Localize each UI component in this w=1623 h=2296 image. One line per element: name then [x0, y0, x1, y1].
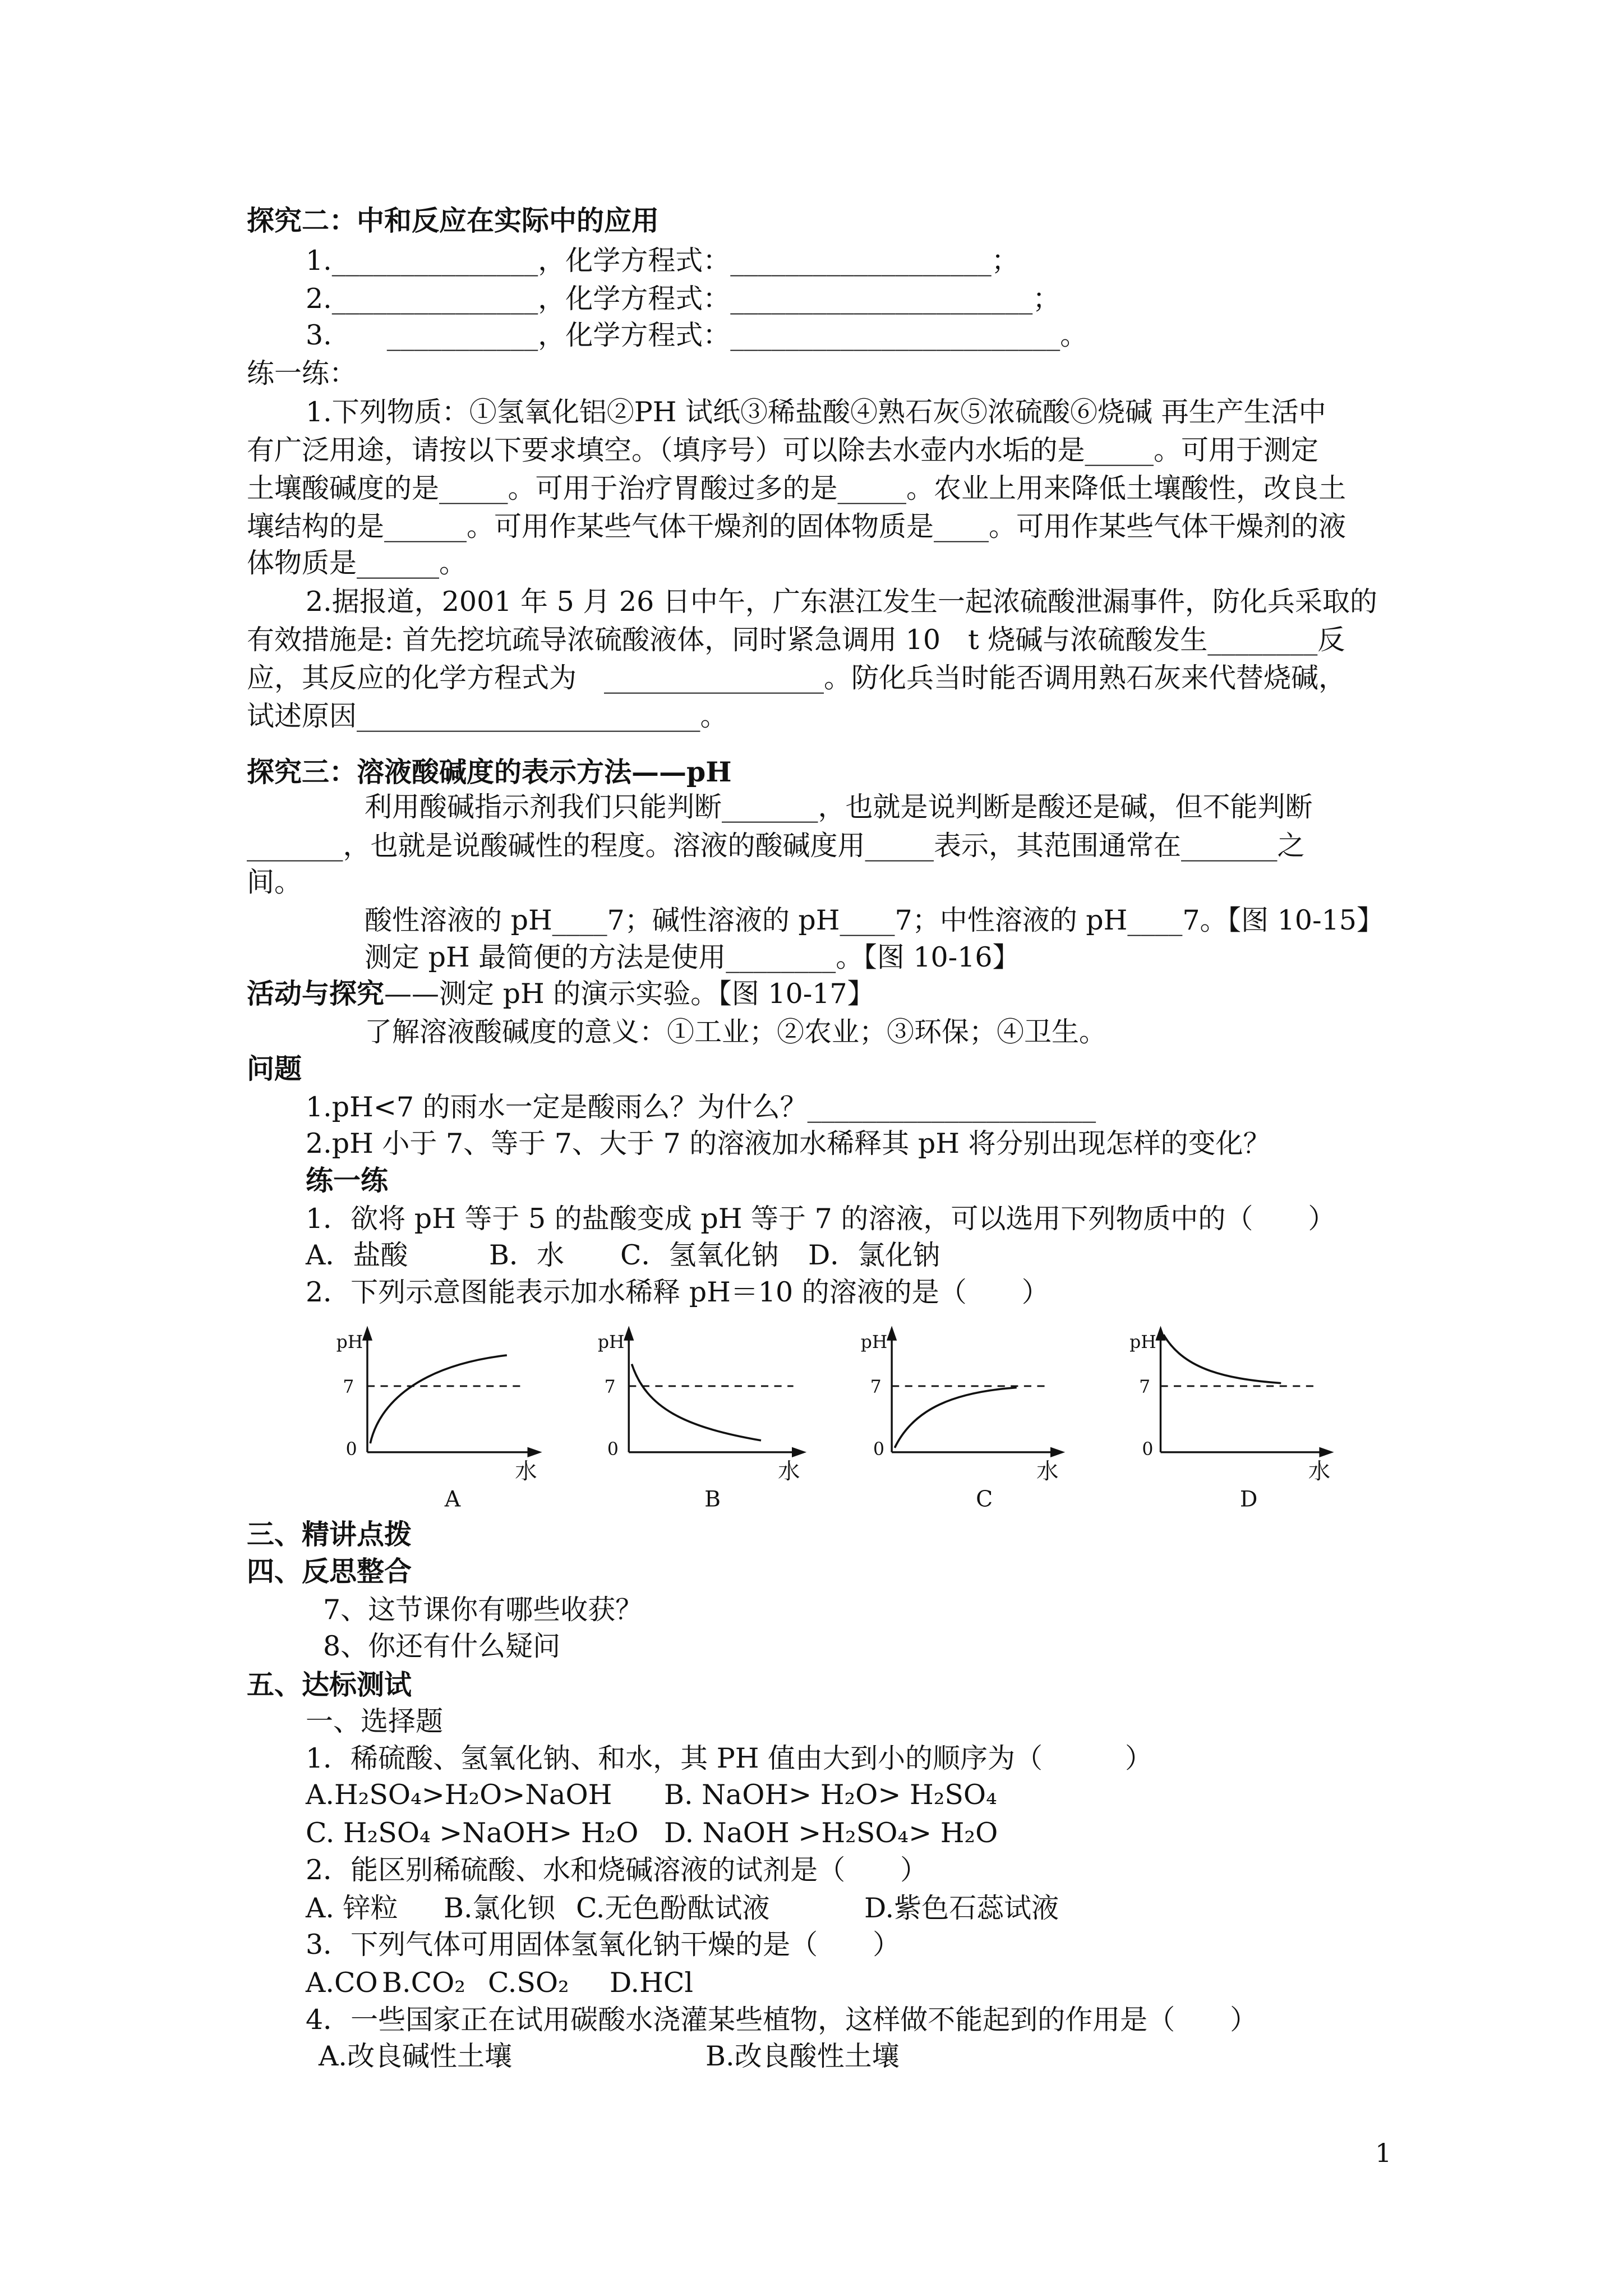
graph-d-y-arrow: [1155, 1326, 1165, 1341]
graph-b-option-label: B: [704, 1487, 721, 1512]
practice2-q2: 2．下列示意图能表示加水稀释 pH＝10 的溶液的是（ ）: [306, 1276, 1049, 1308]
dilution-graphs: [294, 1315, 1352, 1514]
graph-b-y-label: pH: [597, 1332, 625, 1352]
graph-d-option-label: D: [1239, 1487, 1258, 1512]
graph-d-tick-7: 7: [1139, 1377, 1151, 1397]
graph-b-x-label: 水: [778, 1458, 800, 1484]
test-q2-stem: 2．能区别稀硫酸、水和烧碱溶液的试剂是（ ）: [306, 1854, 928, 1886]
test-q3-option-c: C.SO₂: [488, 1967, 569, 1999]
practice-q1-line-3: 土壤酸碱度的是_____。可用于治疗胃酸过多的是_____。农业上用来降低土壤酸性，改良土: [247, 472, 1347, 504]
activity-text: ——测定 pH 的演示实验。【图 10-17】: [384, 978, 875, 1010]
graph-c-y-label: pH: [860, 1332, 888, 1352]
practice2-q1-option-b: B．水: [489, 1239, 565, 1271]
test-q2-option-a: A. 锌粒: [306, 1892, 398, 1924]
practice-q2-line-2: 有效措施是: 首先挖坑疏导浓硫酸液体，同时紧急调用 10 t 烧碱与浓硫酸发生________反: [247, 624, 1345, 656]
practice2-q1-option-c: C．氢氧化钠: [620, 1239, 779, 1271]
question-1: 1.pH<7 的雨水一定是酸雨么？为什么？_____________________: [306, 1091, 1096, 1123]
test-q2-option-d: D.紫色石蕊试液: [864, 1892, 1059, 1924]
graph-d-x-label: 水: [1308, 1458, 1331, 1484]
graph-c: [861, 1326, 1065, 1512]
test-q3-option-d: D.HCl: [610, 1967, 694, 1999]
test-q3-stem: 3．下列气体可用固体氢氧化钠干燥的是（ ）: [306, 1929, 901, 1961]
graph-a-x-label: 水: [515, 1458, 537, 1484]
page-number: 1: [1375, 2138, 1392, 2168]
section3-intro-line-1: 利用酸碱指示剂我们只能判断_______，也就是说判断是酸还是碱，但不能判断: [365, 791, 1313, 823]
graph-c-curve: [895, 1388, 1016, 1448]
graph-b-x-arrow: [792, 1447, 806, 1457]
graph-d-curve: [1164, 1335, 1281, 1383]
meaning-line: 了解溶液酸碱度的意义：①工业；②农业；③环保；④卫生。: [365, 1016, 1107, 1048]
section3-intro-line-2: _______，也就是说酸碱性的程度。溶液的酸碱度用_____表示，其范围通常在_______之: [247, 830, 1305, 862]
graph-b: [598, 1326, 806, 1512]
practice-q1-line-1: 1.下列物质：①氢氧化铝②PH 试纸③稀盐酸④熟石灰⑤浓硫酸⑥烧碱 再生产生活中: [306, 396, 1326, 428]
test-q4-stem: 4．一些国家正在试用碳酸水浇灌某些植物，这样做不能起到的作用是（ ）: [306, 2004, 1258, 2036]
test-q2-option-c: C.无色酚酞试液: [576, 1892, 770, 1924]
practice-q1-line-2: 有广泛用途，请按以下要求填空。（填序号）可以除去水壶内水垢的是_____。可用于测定: [247, 434, 1319, 466]
practice2-q1: 1．欲将 pH 等于 5 的盐酸变成 pH 等于 7 的溶液，可以选用下列物质中的（ ）: [306, 1203, 1336, 1235]
activity-line: [247, 975, 875, 1013]
graph-b-tick-0: 0: [607, 1439, 619, 1460]
test-q4-option-a: A.改良碱性土壤: [319, 2040, 512, 2072]
test-q4-option-b: B.改良酸性土壤: [706, 2040, 900, 2072]
graph-c-y-arrow: [887, 1326, 897, 1341]
practice-label: 练一练：: [247, 357, 357, 389]
practice2-heading: 练一练: [306, 1164, 389, 1197]
test-q1-option-d: D. NaOH >H₂SO₄> H₂O: [664, 1817, 998, 1849]
section2-item-1: 1._______________，化学方程式：___________________；: [306, 245, 1019, 277]
graph-b-curve: [631, 1364, 761, 1441]
section3-intro-line-3: 间。: [247, 866, 302, 898]
practice-q2-line-4: 试述原因_________________________。: [247, 700, 728, 732]
practice2-q1-option-a: A．盐酸: [306, 1239, 408, 1271]
graph-a-tick-7: 7: [343, 1377, 354, 1397]
graph-a-y-arrow: [362, 1326, 372, 1341]
test-q3-option-a: A.CO: [306, 1967, 378, 1999]
graph-a-option-label: A: [444, 1487, 461, 1512]
practice2-q1-option-d: D．氯化钠: [808, 1239, 940, 1271]
practice-q1-line-4: 壤结构的是______。可用作某些气体干燥剂的固体物质是____。可用作某些气体干燥剂的液: [247, 510, 1347, 542]
section-test-heading: 五、达标测试: [247, 1668, 412, 1701]
practice-q2-line-3: 应，其反应的化学方程式为 ________________。防化兵当时能否调用熟石灰来代替烧碱，: [247, 662, 1347, 694]
graph-d: [1129, 1326, 1334, 1512]
reflect-item-8: 8、你还有什么疑问: [323, 1630, 561, 1662]
section-test-subheading: 一、选择题: [306, 1705, 444, 1737]
test-q1-stem: 1．稀硫酸、氢氧化钠、和水，其 PH 值由大到小的顺序为（ ）: [306, 1742, 1153, 1774]
graph-d-tick-0: 0: [1142, 1439, 1154, 1460]
graph-b-y-arrow: [624, 1326, 634, 1341]
test-q1-option-c: C. H₂SO₄ >NaOH> H₂O: [306, 1817, 639, 1849]
graph-a-x-arrow: [527, 1447, 542, 1457]
section-explain-heading: 三、精讲点拨: [247, 1518, 412, 1550]
practice-q2-line-1: 2.据报道，2001 年 5 月 26 日中午，广东湛江发生一起浓硫酸泄漏事件，防化兵采取的: [306, 586, 1377, 618]
graph-c-tick-7: 7: [870, 1377, 882, 1397]
test-q2-option-b: B.氯化钡: [444, 1892, 555, 1924]
section2-item-2: 2._______________，化学方程式：______________________；: [306, 283, 1061, 315]
section-reflect-heading: 四、反思整合: [247, 1555, 412, 1588]
test-q1-option-b: B. NaOH> H₂O> H₂SO₄: [664, 1779, 997, 1811]
section3-heading: 探究三：溶液酸碱度的表示方法——pH: [247, 756, 732, 788]
question-2: 2.pH 小于 7、等于 7、大于 7 的溶液加水稀释其 pH 将分别出现怎样的变化？: [306, 1128, 1271, 1159]
question-heading: 问题: [247, 1052, 302, 1085]
graph-c-tick-0: 0: [873, 1439, 885, 1460]
graph-d-y-label: pH: [1129, 1332, 1156, 1352]
test-q3-option-b: B.CO₂: [382, 1967, 465, 1999]
test-q1-option-a: A.H₂SO₄>H₂O>NaOH: [306, 1779, 612, 1811]
section2-item-3: 3. ___________，化学方程式：________________________。: [306, 319, 1088, 351]
graph-a-y-label: pH: [336, 1332, 363, 1352]
graph-a: [336, 1326, 542, 1512]
ph-method-line: 测定 pH 最简便的方法是使用________。【图 10-16】: [365, 941, 1020, 973]
section2-heading: 探究二：中和反应在实际中的应用: [247, 204, 660, 237]
reflect-item-7: 7、这节课你有哪些收获？: [323, 1594, 643, 1626]
graph-d-x-arrow: [1319, 1447, 1334, 1457]
graph-c-x-label: 水: [1036, 1458, 1059, 1484]
activity-label: 活动与探究: [247, 977, 385, 1010]
ph-values-line: 酸性溶液的 pH____7；碱性溶液的 pH____7；中性溶液的 pH____7。【图 10-15】: [365, 904, 1384, 936]
practice-q1-line-5: 体物质是______。: [247, 547, 467, 579]
graph-c-option-label: C: [976, 1487, 993, 1512]
graph-b-tick-7: 7: [604, 1377, 616, 1397]
graph-c-x-arrow: [1050, 1447, 1065, 1457]
graph-a-curve: [370, 1355, 507, 1443]
graph-a-tick-0: 0: [345, 1439, 357, 1460]
